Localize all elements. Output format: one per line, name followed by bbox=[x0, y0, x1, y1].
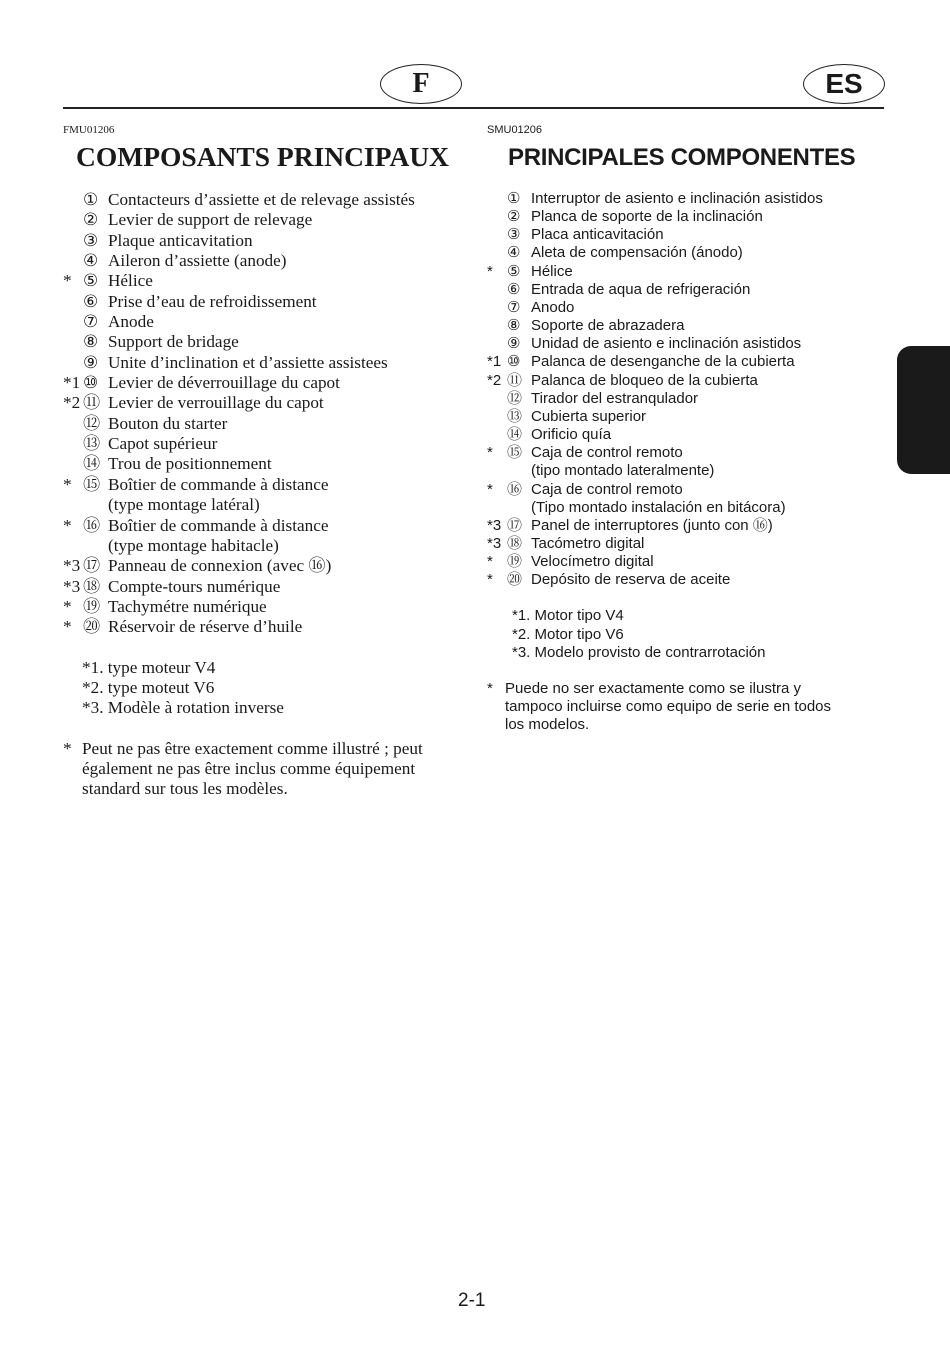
item-marker bbox=[63, 292, 83, 312]
list-item bbox=[63, 536, 463, 556]
item-text: Tachymétre numérique bbox=[108, 596, 267, 616]
list-item bbox=[63, 597, 463, 617]
list-item bbox=[63, 475, 463, 495]
item-marker bbox=[487, 408, 507, 426]
list-item bbox=[487, 299, 887, 317]
item-text: Contacteurs d’assiette et de relevage assistés bbox=[108, 190, 415, 209]
model-note: *3. Modèle à rotation inverse bbox=[82, 698, 284, 718]
item-number: ② bbox=[507, 208, 521, 226]
list-item bbox=[63, 271, 463, 291]
item-number: ⑨ bbox=[507, 335, 521, 353]
item-text: Caja de control remoto bbox=[531, 480, 683, 498]
item-number: ⑲ bbox=[507, 553, 523, 571]
item-marker bbox=[63, 414, 83, 434]
item-text: Palanca de desenganche de la cubierta bbox=[531, 353, 795, 371]
list-item bbox=[63, 251, 463, 271]
model-note: *2. Motor tipo V6 bbox=[512, 625, 624, 643]
item-text: Tirador del estranqulador bbox=[531, 389, 699, 407]
item-text: Anodo bbox=[531, 298, 575, 316]
item-marker bbox=[487, 281, 507, 299]
item-text: Plaque anticavitation bbox=[108, 230, 253, 250]
item-number: ⑫ bbox=[83, 413, 101, 433]
item-number: ⑭ bbox=[507, 426, 523, 444]
item-number: ⑱ bbox=[507, 534, 523, 552]
item-text: Interruptor de asiento e inclinación asistidos bbox=[531, 190, 823, 207]
item-text: (type montage habitacle) bbox=[108, 535, 279, 555]
list-item bbox=[487, 426, 887, 444]
item-number: ⑰ bbox=[83, 556, 101, 576]
list-item bbox=[63, 231, 463, 251]
item-number: ⑪ bbox=[83, 393, 101, 413]
item-number: ⑮ bbox=[83, 474, 101, 494]
item-marker bbox=[63, 353, 83, 373]
item-marker: *3 bbox=[487, 516, 502, 534]
item-number: ⑭ bbox=[83, 454, 101, 474]
item-number: ⑯ bbox=[507, 480, 523, 498]
item-text: Capot supérieur bbox=[108, 434, 218, 454]
item-number: ⑪ bbox=[507, 371, 523, 389]
item-marker bbox=[63, 231, 83, 251]
list-item bbox=[487, 517, 887, 535]
item-text: Trou de positionnement bbox=[108, 454, 272, 474]
list-item bbox=[63, 617, 463, 637]
list-item bbox=[487, 535, 887, 553]
item-text: Placa anticavitación bbox=[531, 226, 664, 244]
item-text: Boîtier de commande à distance bbox=[108, 515, 329, 535]
item-number: ③ bbox=[507, 226, 521, 244]
page-number: 2-1 bbox=[458, 1290, 486, 1311]
item-number: ④ bbox=[507, 244, 521, 262]
item-text: Orificio quía bbox=[531, 426, 612, 444]
component-list bbox=[63, 190, 463, 638]
list-item bbox=[487, 244, 887, 262]
item-text: Aileron d’assiette (anode) bbox=[108, 251, 287, 271]
item-number: ⑦ bbox=[83, 312, 99, 332]
list-item bbox=[487, 390, 887, 408]
language-badge-spanish: ES bbox=[803, 64, 885, 104]
list-item bbox=[63, 577, 463, 597]
item-number: ③ bbox=[83, 230, 99, 250]
list-item bbox=[63, 332, 463, 352]
item-number: ⑥ bbox=[83, 291, 99, 311]
item-text: Levier de support de relevage bbox=[108, 210, 313, 230]
item-number: ⑳ bbox=[83, 617, 101, 637]
list-item bbox=[487, 372, 887, 390]
item-text: Boîtier de commande à distance bbox=[108, 474, 329, 494]
list-item bbox=[487, 317, 887, 335]
item-text: Levier de déverrouillage du capot bbox=[108, 373, 340, 393]
list-item bbox=[63, 373, 463, 393]
item-marker: * bbox=[63, 271, 72, 291]
item-number: ① bbox=[83, 190, 99, 209]
item-marker bbox=[487, 226, 507, 244]
item-number: ⑩ bbox=[507, 353, 521, 371]
item-number: ⑤ bbox=[507, 262, 521, 280]
item-number: ⑱ bbox=[83, 576, 101, 596]
list-item bbox=[487, 571, 887, 589]
item-marker bbox=[63, 434, 83, 454]
item-marker: *1 bbox=[63, 373, 81, 393]
list-item bbox=[63, 556, 463, 576]
item-marker bbox=[487, 299, 507, 317]
item-number: ⑨ bbox=[83, 352, 99, 372]
list-item bbox=[487, 226, 887, 244]
item-text: Anode bbox=[108, 312, 154, 332]
list-item bbox=[487, 190, 887, 208]
component-list bbox=[487, 190, 887, 589]
item-marker bbox=[63, 210, 83, 230]
item-text: Panneau de connexion (avec ⑯) bbox=[108, 556, 332, 576]
item-marker: *2 bbox=[487, 371, 502, 389]
item-text: Cubierta superior bbox=[531, 407, 647, 425]
item-text: (type montage latéral) bbox=[108, 495, 260, 515]
item-marker bbox=[487, 426, 507, 444]
item-marker: * bbox=[63, 596, 72, 616]
item-number: ① bbox=[507, 190, 521, 207]
item-text: (Tipo montado instalación en bitácora) bbox=[531, 498, 786, 516]
item-marker: * bbox=[487, 480, 493, 498]
item-marker: * bbox=[487, 444, 493, 462]
list-item bbox=[487, 408, 887, 426]
item-text: Hélice bbox=[108, 271, 153, 291]
item-number: ⑧ bbox=[83, 332, 99, 352]
item-marker: *3 bbox=[63, 576, 81, 596]
item-marker: *1 bbox=[487, 353, 502, 371]
item-text: Unidad de asiento e inclinación asistidos bbox=[531, 335, 802, 353]
list-item bbox=[487, 481, 887, 499]
item-marker: * bbox=[63, 515, 72, 535]
item-text: Bouton du starter bbox=[108, 413, 228, 433]
item-text: Velocímetro digital bbox=[531, 553, 654, 571]
item-marker bbox=[487, 317, 507, 335]
item-marker bbox=[487, 335, 507, 353]
footnote-marker: * bbox=[63, 738, 72, 758]
item-number: ⑬ bbox=[507, 407, 523, 425]
item-number: ⑧ bbox=[507, 317, 521, 335]
item-text: Prise d’eau de refroidissement bbox=[108, 291, 317, 311]
item-text: Planca de soporte de la inclinación bbox=[531, 208, 763, 226]
item-marker bbox=[63, 190, 83, 210]
list-item bbox=[487, 335, 887, 353]
item-number: ⑬ bbox=[83, 434, 101, 454]
list-item bbox=[63, 495, 463, 515]
section-title: COMPOSANTS PRINCIPAUX bbox=[76, 141, 450, 172]
item-marker bbox=[63, 454, 83, 474]
item-number: ⑥ bbox=[507, 280, 521, 298]
section-title: PRINCIPALES COMPONENTES bbox=[508, 144, 856, 171]
item-marker: *3 bbox=[487, 534, 502, 552]
item-marker bbox=[63, 332, 83, 352]
list-item bbox=[63, 312, 463, 332]
item-text: Caja de control remoto bbox=[531, 444, 683, 462]
item-number: ⑯ bbox=[83, 515, 101, 535]
item-text: Support de bridage bbox=[108, 332, 239, 352]
model-notes bbox=[82, 658, 463, 719]
list-item bbox=[63, 353, 463, 373]
item-marker bbox=[487, 390, 507, 408]
item-text: Hélice bbox=[531, 262, 573, 280]
list-item bbox=[63, 393, 463, 413]
model-note: *3. Modelo provisto de contrarrotación bbox=[512, 643, 766, 661]
item-text: Tacómetro digital bbox=[531, 534, 645, 552]
item-number: ⑮ bbox=[507, 444, 523, 462]
model-note: *1. Motor tipo V4 bbox=[512, 607, 624, 625]
model-notes bbox=[512, 607, 887, 661]
section-thumb-tab bbox=[897, 346, 950, 474]
list-item bbox=[487, 208, 887, 226]
footnote-text: Peut ne pas être exactement comme illustré ; peut également ne pas être inclus comme équipement standard sur tous les modèles. bbox=[82, 738, 423, 799]
language-badge-french: F bbox=[380, 64, 462, 104]
item-text: Panel de interruptores (junto con ⑯) bbox=[531, 516, 773, 534]
item-text: Levier de verrouillage du capot bbox=[108, 393, 324, 413]
section-code: SMU01206 bbox=[487, 124, 543, 136]
list-item bbox=[487, 281, 887, 299]
model-note: *2. type moteut V6 bbox=[82, 677, 215, 697]
item-marker: * bbox=[63, 474, 72, 494]
item-marker bbox=[487, 208, 507, 226]
item-marker: * bbox=[487, 571, 493, 589]
list-item bbox=[487, 353, 887, 371]
list-item bbox=[63, 210, 463, 230]
item-number: ⑲ bbox=[83, 596, 101, 616]
list-item bbox=[63, 190, 463, 210]
list-item bbox=[487, 263, 887, 281]
item-marker: * bbox=[487, 262, 493, 280]
item-text: Compte-tours numérique bbox=[108, 576, 281, 596]
item-marker: * bbox=[487, 553, 493, 571]
item-marker: *3 bbox=[63, 556, 81, 576]
item-number: ⑩ bbox=[83, 373, 99, 393]
item-text: Aleta de compensación (ánodo) bbox=[531, 244, 743, 262]
list-item bbox=[63, 292, 463, 312]
footnote-marker: * bbox=[487, 679, 493, 697]
list-item bbox=[487, 553, 887, 571]
item-number: ② bbox=[83, 210, 99, 230]
item-text: (tipo montado lateralmente) bbox=[531, 462, 715, 480]
item-marker bbox=[63, 312, 83, 332]
section-code: FMU01206 bbox=[63, 124, 115, 136]
item-text: Palanca de bloqueo de la cubierta bbox=[531, 371, 758, 389]
list-item bbox=[487, 462, 887, 480]
list-item bbox=[63, 516, 463, 536]
spanish-column bbox=[487, 124, 887, 734]
item-text: Depósito de reserva de aceite bbox=[531, 571, 731, 589]
item-number: ⑫ bbox=[507, 389, 523, 407]
item-text: Réservoir de réserve d’huile bbox=[108, 617, 303, 637]
header-rule bbox=[63, 107, 884, 109]
footnote bbox=[487, 680, 887, 734]
item-marker: *2 bbox=[63, 393, 81, 413]
footnote-text: Puede no ser exactamente como se ilustra y tampoco incluirse como equipo de serie en todos los modelos. bbox=[505, 679, 832, 734]
list-item bbox=[63, 414, 463, 434]
item-number: ⑦ bbox=[507, 298, 521, 316]
item-marker bbox=[487, 190, 507, 208]
item-marker bbox=[63, 251, 83, 271]
list-item bbox=[63, 434, 463, 454]
french-column bbox=[63, 124, 463, 800]
item-number: ④ bbox=[83, 251, 99, 271]
item-number: ⑰ bbox=[507, 516, 523, 534]
item-text: Unite d’inclination et d’assiette assistees bbox=[108, 352, 388, 372]
list-item bbox=[487, 499, 887, 517]
item-marker bbox=[487, 244, 507, 262]
item-marker: * bbox=[63, 617, 72, 637]
item-text: Soporte de abrazadera bbox=[531, 317, 685, 335]
footnote bbox=[63, 739, 463, 800]
item-number: ⑳ bbox=[507, 571, 523, 589]
model-note: *1. type moteur V4 bbox=[82, 657, 216, 677]
item-text: Entrada de aqua de refrigeración bbox=[531, 280, 751, 298]
list-item bbox=[487, 444, 887, 462]
item-number: ⑤ bbox=[83, 271, 99, 291]
list-item bbox=[63, 454, 463, 474]
